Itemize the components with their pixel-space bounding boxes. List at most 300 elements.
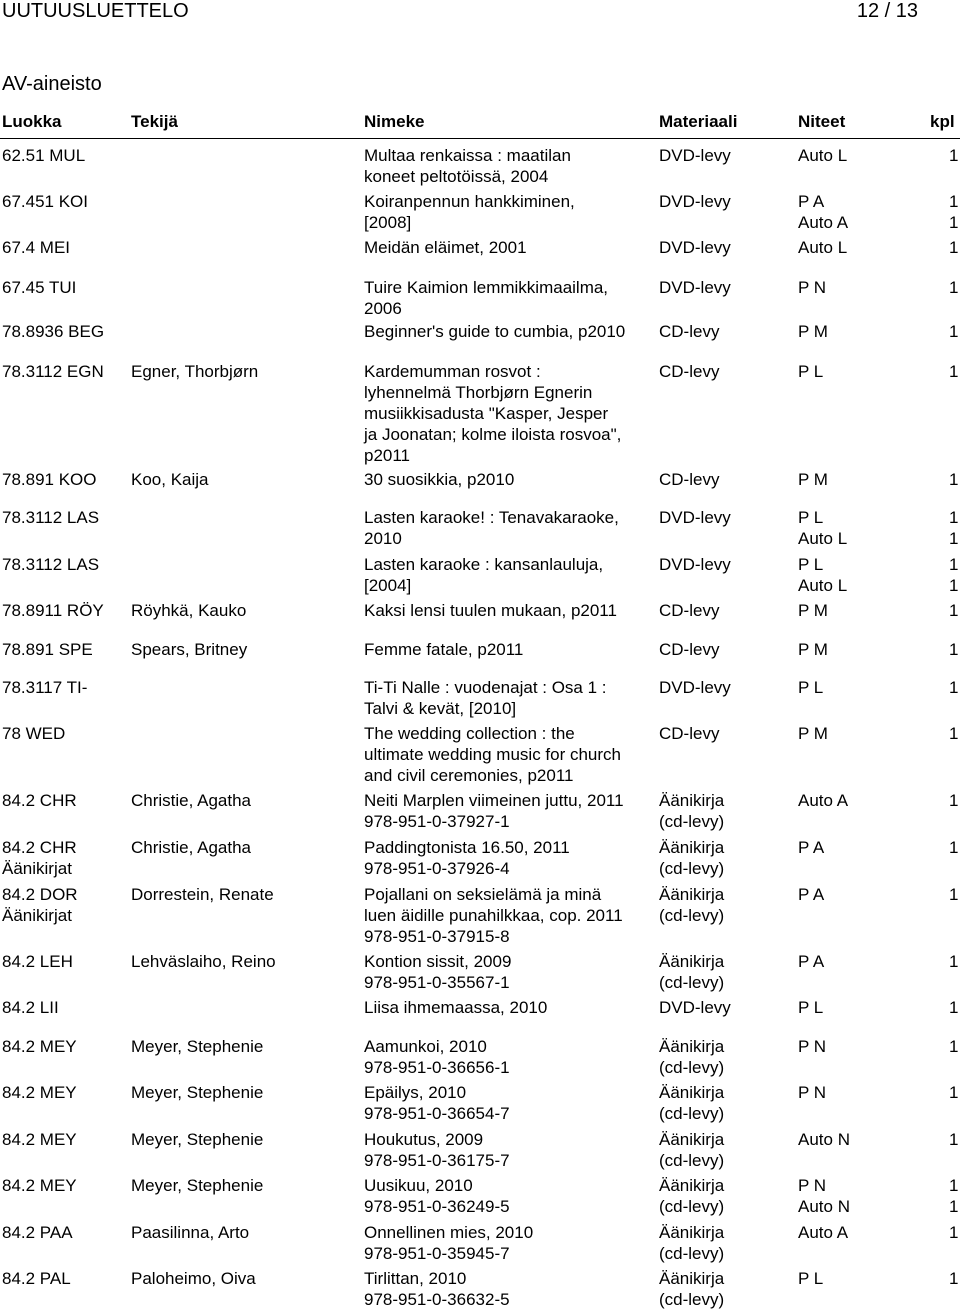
cell-line: Meyer, Stephenie xyxy=(131,1176,264,1195)
cell-line: Uusikuu, 2010 xyxy=(364,1176,473,1195)
cell-line: 1 xyxy=(949,1130,959,1149)
cell-nimeke xyxy=(364,951,511,993)
cell-nimeke xyxy=(364,1129,510,1171)
cell-nit xyxy=(798,677,823,698)
cell-nit xyxy=(798,1222,848,1243)
cell-nit xyxy=(798,951,824,972)
cell-line: Äänikirja xyxy=(659,1176,725,1195)
cell-kpl xyxy=(949,790,958,811)
cell-tekija xyxy=(131,951,276,972)
cell-tekija xyxy=(131,790,251,811)
cell-line: Äänikirja xyxy=(659,1130,725,1149)
cell-nimeke xyxy=(364,790,624,832)
cell-line: 78.891 SPE xyxy=(2,640,93,659)
cell-luokka xyxy=(2,361,104,382)
cell-mat xyxy=(659,507,731,528)
cell-line: Äänikirja xyxy=(659,952,725,971)
cell-nit xyxy=(798,1036,826,1057)
cell-mat xyxy=(659,790,724,832)
cell-nimeke xyxy=(364,884,623,947)
cell-luokka xyxy=(2,1175,77,1196)
cell-line: 1 xyxy=(949,885,959,904)
cell-line: 62.51 MUL xyxy=(2,146,86,165)
cell-line: 84.2 PAA xyxy=(2,1223,73,1242)
cell-line: [2004] xyxy=(364,576,412,595)
cell-line: Tuire Kaimion lemmikkimaailma, xyxy=(364,278,609,297)
cell-line: P L xyxy=(798,362,824,381)
document-title: UUTUUSLUETTELO xyxy=(2,0,189,22)
cell-line: Ti-Ti Nalle : vuodenajat : Osa 1 : xyxy=(364,678,607,697)
cell-line: Aamunkoi, 2010 xyxy=(364,1037,487,1056)
cell-line: 1 xyxy=(949,470,959,489)
cell-kpl xyxy=(949,1222,958,1243)
cell-line: P A xyxy=(798,885,825,904)
cell-line: Meyer, Stephenie xyxy=(131,1083,264,1102)
cell-nimeke xyxy=(364,639,523,660)
cell-line: (cd-levy) xyxy=(659,973,725,992)
cell-tekija xyxy=(131,1036,263,1057)
cell-tekija xyxy=(131,639,247,660)
cell-line: 2006 xyxy=(364,299,402,318)
cell-mat xyxy=(659,145,731,166)
cell-line: P A xyxy=(798,192,825,211)
cell-line: DVD-levy xyxy=(659,508,731,527)
cell-line: Äänikirjat xyxy=(2,859,72,878)
cell-line: 1 xyxy=(949,640,959,659)
cell-line: 1 xyxy=(949,998,959,1017)
cell-line: musiikkisadusta "Kasper, Jesper xyxy=(364,404,609,423)
cell-line: P M xyxy=(798,640,828,659)
cell-luokka xyxy=(2,145,85,166)
cell-nit xyxy=(798,723,828,744)
cell-line: 1 xyxy=(949,952,959,971)
cell-line: 1 xyxy=(949,238,959,257)
cell-line: 978-951-0-36654-7 xyxy=(364,1104,510,1123)
cell-nimeke xyxy=(364,277,608,319)
cell-kpl xyxy=(949,1036,958,1057)
cell-line: DVD-levy xyxy=(659,238,731,257)
cell-line: Äänikirja xyxy=(659,1269,725,1288)
cell-line: 978-951-0-36656-1 xyxy=(364,1058,510,1077)
cell-kpl xyxy=(949,237,958,258)
cell-line: DVD-levy xyxy=(659,192,731,211)
cell-kpl xyxy=(949,321,958,342)
cell-line: P M xyxy=(798,322,828,341)
cell-line: CD-levy xyxy=(659,362,720,381)
column-header-materiaali: Materiaali xyxy=(659,112,738,131)
cell-line: CD-levy xyxy=(659,601,720,620)
cell-line: P L xyxy=(798,555,824,574)
cell-line: Äänikirja xyxy=(659,1223,725,1242)
cell-nit xyxy=(798,191,848,233)
cell-mat xyxy=(659,951,724,993)
cell-nimeke xyxy=(364,723,621,786)
cell-line: DVD-levy xyxy=(659,555,731,574)
cell-line: 1 xyxy=(949,838,959,857)
cell-line: Paddingtonista 16.50, 2011 xyxy=(364,838,570,857)
cell-line: P L xyxy=(798,508,824,527)
column-header-tekija: Tekijä xyxy=(131,112,178,131)
cell-line: Spears, Britney xyxy=(131,640,248,659)
cell-tekija xyxy=(131,600,246,621)
cell-line: 978-951-0-36632-5 xyxy=(364,1290,510,1309)
cell-line: DVD-levy xyxy=(659,278,731,297)
cell-line: 84.2 LEH xyxy=(2,952,73,971)
cell-line: DVD-levy xyxy=(659,678,731,697)
cell-line: Kaksi lensi tuulen mukaan, p2011 xyxy=(364,601,617,620)
cell-line: luen äidille punahilkkaa, cop. 2011 xyxy=(364,906,623,925)
cell-mat xyxy=(659,600,719,621)
cell-nimeke xyxy=(364,321,625,342)
cell-kpl xyxy=(949,600,958,621)
cell-line: 84.2 MEY xyxy=(2,1176,77,1195)
cell-line: Egner, Thorbjørn xyxy=(131,362,259,381)
cell-kpl xyxy=(949,1175,958,1217)
cell-line: Meyer, Stephenie xyxy=(131,1037,264,1056)
cell-nit xyxy=(798,361,823,382)
cell-line: 978-951-0-35567-1 xyxy=(364,973,510,992)
cell-kpl xyxy=(949,507,958,549)
cell-nimeke xyxy=(364,237,527,258)
cell-line: Christie, Agatha xyxy=(131,838,252,857)
cell-line: (cd-levy) xyxy=(659,1104,725,1123)
column-header-luokka: Luokka xyxy=(2,112,62,131)
cell-luokka xyxy=(2,1129,77,1150)
cell-kpl xyxy=(949,997,958,1018)
cell-kpl xyxy=(949,884,958,905)
cell-line: Lasten karaoke! : Tenavakaraoke, xyxy=(364,508,619,527)
cell-line: 78.8936 BEG xyxy=(2,322,105,341)
cell-line: Lasten karaoke : kansanlauluja, xyxy=(364,555,604,574)
cell-line: Femme fatale, p2011 xyxy=(364,640,524,659)
cell-luokka xyxy=(2,790,77,811)
cell-nimeke xyxy=(364,1175,510,1217)
cell-line: Neiti Marplen viimeinen juttu, 2011 xyxy=(364,791,624,810)
cell-nit xyxy=(798,600,828,621)
cell-line: Liisa ihmemaassa, 2010 xyxy=(364,998,548,1017)
cell-line: P N xyxy=(798,1037,827,1056)
cell-kpl xyxy=(949,1082,958,1103)
cell-luokka xyxy=(2,884,78,926)
cell-nit xyxy=(798,554,847,596)
cell-luokka xyxy=(2,321,104,342)
cell-line: Auto N xyxy=(798,1130,850,1149)
cell-mat xyxy=(659,837,724,879)
cell-line: 978-951-0-36175-7 xyxy=(364,1151,510,1170)
cell-line: (cd-levy) xyxy=(659,1244,725,1263)
cell-line: P M xyxy=(798,470,828,489)
cell-line: Auto N xyxy=(798,1197,850,1216)
cell-line: Paasilinna, Arto xyxy=(131,1223,250,1242)
cell-line: Lehväslaiho, Reino xyxy=(131,952,276,971)
cell-nit xyxy=(798,277,826,298)
cell-line: 78.891 KOO xyxy=(2,470,97,489)
cell-nimeke xyxy=(364,469,514,490)
cell-mat xyxy=(659,237,731,258)
cell-nimeke xyxy=(364,600,617,621)
cell-line: (cd-levy) xyxy=(659,1290,725,1309)
cell-mat xyxy=(659,639,719,660)
cell-luokka xyxy=(2,997,59,1018)
cell-luokka xyxy=(2,191,88,212)
cell-line: Onnellinen mies, 2010 xyxy=(364,1223,534,1242)
cell-luokka xyxy=(2,554,99,575)
section-title: AV-aineisto xyxy=(2,73,102,95)
cell-mat xyxy=(659,277,731,298)
cell-line: P M xyxy=(798,601,828,620)
cell-line: 2010 xyxy=(364,529,402,548)
cell-line: DVD-levy xyxy=(659,998,731,1017)
cell-kpl xyxy=(949,554,958,596)
cell-kpl xyxy=(949,837,958,858)
cell-line: and civil ceremonies, p2011 xyxy=(364,766,574,785)
cell-nit xyxy=(798,469,828,490)
cell-line: 84.2 DOR xyxy=(2,885,78,904)
cell-nit xyxy=(798,884,824,905)
cell-line: (cd-levy) xyxy=(659,906,725,925)
cell-luokka xyxy=(2,1268,71,1289)
cell-kpl xyxy=(949,951,958,972)
cell-luokka xyxy=(2,1082,77,1103)
cell-line: (cd-levy) xyxy=(659,1151,725,1170)
cell-nimeke xyxy=(364,1268,510,1310)
cell-line: Auto L xyxy=(798,529,848,548)
cell-line: Auto L xyxy=(798,576,848,595)
cell-nimeke xyxy=(364,361,621,466)
cell-line: 67.4 MEI xyxy=(2,238,71,257)
cell-line: 84.2 MEY xyxy=(2,1083,77,1102)
cell-nit xyxy=(798,237,847,258)
cell-nimeke xyxy=(364,997,547,1018)
cell-nit xyxy=(798,1082,826,1103)
cell-kpl xyxy=(949,1129,958,1150)
cell-luokka xyxy=(2,277,76,298)
cell-tekija xyxy=(131,884,274,905)
cell-line: [2008] xyxy=(364,213,412,232)
cell-nimeke xyxy=(364,1036,510,1078)
cell-line: 78 WED xyxy=(2,724,66,743)
cell-line: 1 xyxy=(949,576,959,595)
cell-line: Pojallani on seksielämä ja minä xyxy=(364,885,602,904)
cell-line: 1 xyxy=(949,362,959,381)
cell-luokka xyxy=(2,507,99,528)
cell-line: P A xyxy=(798,838,825,857)
column-header-niteet: Niteet xyxy=(798,112,846,131)
cell-line: 84.2 MEY xyxy=(2,1130,77,1149)
cell-line: 1 xyxy=(949,1176,959,1195)
cell-line: Äänikirja xyxy=(659,791,725,810)
cell-mat xyxy=(659,469,719,490)
cell-line: 1 xyxy=(949,1083,959,1102)
cell-line: ja Joonatan; kolme iloista rosvoa", xyxy=(364,425,622,444)
cell-luokka xyxy=(2,1036,77,1057)
cell-line: 78.3112 EGN xyxy=(2,362,104,381)
cell-line: 978-951-0-36249-5 xyxy=(364,1197,510,1216)
cell-line: Kardemumman rosvot : xyxy=(364,362,541,381)
cell-line: 1 xyxy=(949,1037,959,1056)
cell-line: 78.8911 RÖY xyxy=(2,601,104,620)
cell-line: Äänikirja xyxy=(659,1083,725,1102)
cell-line: Meidän eläimet, 2001 xyxy=(364,238,527,257)
cell-line: Houkutus, 2009 xyxy=(364,1130,484,1149)
cell-line: Talvi & kevät, [2010] xyxy=(364,699,517,718)
cell-line: Beginner's guide to cumbia, p2010 xyxy=(364,322,626,341)
cell-line: 84.2 PAL xyxy=(2,1269,71,1288)
cell-line: P L xyxy=(798,998,824,1017)
cell-line: (cd-levy) xyxy=(659,1058,725,1077)
cell-line: Tirlittan, 2010 xyxy=(364,1269,467,1288)
cell-line: Röyhkä, Kauko xyxy=(131,601,247,620)
cell-line: 978-951-0-37927-1 xyxy=(364,812,510,831)
cell-tekija xyxy=(131,1268,256,1289)
cell-kpl xyxy=(949,277,958,298)
cell-line: Äänikirja xyxy=(659,1037,725,1056)
cell-line: CD-levy xyxy=(659,724,720,743)
cell-line: P N xyxy=(798,1083,827,1102)
cell-line: 1 xyxy=(949,555,959,574)
cell-tekija xyxy=(131,361,258,382)
cell-mat xyxy=(659,1129,724,1171)
cell-luokka xyxy=(2,600,104,621)
cell-nit xyxy=(798,145,847,166)
cell-tekija xyxy=(131,1175,263,1196)
cell-nimeke xyxy=(364,1082,510,1124)
cell-nimeke xyxy=(364,507,619,549)
cell-line: 84.2 CHR xyxy=(2,838,77,857)
cell-kpl xyxy=(949,145,958,166)
cell-line: 78.3117 TI- xyxy=(2,678,88,697)
cell-tekija xyxy=(131,469,209,490)
cell-mat xyxy=(659,554,731,575)
cell-kpl xyxy=(949,677,958,698)
cell-mat xyxy=(659,361,719,382)
cell-line: 1 xyxy=(949,322,959,341)
cell-tekija xyxy=(131,837,251,858)
cell-line: lyhennelmä Thorbjørn Egnerin xyxy=(364,383,593,402)
cell-line: Äänikirja xyxy=(659,838,725,857)
cell-luokka xyxy=(2,1222,73,1243)
cell-nit xyxy=(798,1268,823,1289)
cell-kpl xyxy=(949,361,958,382)
cell-nimeke xyxy=(364,145,571,187)
cell-luokka xyxy=(2,723,65,744)
cell-mat xyxy=(659,1036,724,1078)
cell-line: P L xyxy=(798,1269,824,1288)
cell-kpl xyxy=(949,723,958,744)
cell-kpl xyxy=(949,1268,958,1289)
cell-nit xyxy=(798,321,828,342)
cell-line: P M xyxy=(798,724,828,743)
cell-mat xyxy=(659,677,731,698)
cell-mat xyxy=(659,997,731,1018)
cell-line: P N xyxy=(798,1176,827,1195)
cell-line: (cd-levy) xyxy=(659,812,725,831)
cell-line: 84.2 LII xyxy=(2,998,59,1017)
cell-line: 1 xyxy=(949,1269,959,1288)
cell-nimeke xyxy=(364,554,603,596)
cell-line: 1 xyxy=(949,508,959,527)
cell-line: 1 xyxy=(949,678,959,697)
cell-line: CD-levy xyxy=(659,322,720,341)
cell-line: 1 xyxy=(949,601,959,620)
cell-mat xyxy=(659,723,719,744)
cell-luokka xyxy=(2,237,70,258)
cell-line: 78.3112 LAS xyxy=(2,555,100,574)
cell-line: 67.45 TUI xyxy=(2,278,77,297)
cell-line: Meyer, Stephenie xyxy=(131,1130,264,1149)
cell-line: Koiranpennun hankkiminen, xyxy=(364,192,575,211)
cell-line: Auto L xyxy=(798,146,848,165)
cell-nit xyxy=(798,1129,850,1150)
cell-nit xyxy=(798,507,847,549)
cell-luokka xyxy=(2,951,73,972)
cell-line: Christie, Agatha xyxy=(131,791,252,810)
cell-line: DVD-levy xyxy=(659,146,731,165)
page-indicator: 12 / 13 xyxy=(856,0,918,22)
cell-line: CD-levy xyxy=(659,640,720,659)
cell-luokka xyxy=(2,837,77,879)
cell-kpl xyxy=(949,469,958,490)
cell-line: 67.451 KOI xyxy=(2,192,89,211)
cell-line: CD-levy xyxy=(659,470,720,489)
cell-line: Äänikirja xyxy=(659,885,725,904)
cell-nit xyxy=(798,790,848,811)
cell-line: (cd-levy) xyxy=(659,859,725,878)
cell-mat xyxy=(659,1222,724,1264)
cell-line: 1 xyxy=(949,724,959,743)
cell-line: 84.2 CHR xyxy=(2,791,77,810)
cell-line: 978-951-0-35945-7 xyxy=(364,1244,510,1263)
cell-line: 1 xyxy=(949,146,959,165)
cell-line: Äänikirjat xyxy=(2,906,72,925)
cell-nimeke xyxy=(364,837,570,879)
cell-line: Dorrestein, Renate xyxy=(131,885,274,904)
cell-luokka xyxy=(2,677,87,698)
cell-line: 978-951-0-37915-8 xyxy=(364,927,510,946)
cell-nit xyxy=(798,837,824,858)
cell-line: P L xyxy=(798,678,824,697)
cell-line: Auto A xyxy=(798,791,849,810)
cell-line: Epäilys, 2010 xyxy=(364,1083,467,1102)
cell-line: Kontion sissit, 2009 xyxy=(364,952,512,971)
cell-mat xyxy=(659,191,731,212)
cell-line: P N xyxy=(798,278,827,297)
cell-line: 1 xyxy=(949,1223,959,1242)
cell-line: The wedding collection : the xyxy=(364,724,575,743)
cell-line: Paloheimo, Oiva xyxy=(131,1269,256,1288)
cell-nit xyxy=(798,1175,850,1217)
cell-line: 1 xyxy=(949,213,959,232)
cell-tekija xyxy=(131,1222,249,1243)
cell-luokka xyxy=(2,639,93,660)
cell-line: koneet peltotöissä, 2004 xyxy=(364,167,549,186)
cell-mat xyxy=(659,884,724,926)
column-header-nimeke: Nimeke xyxy=(364,112,425,131)
column-header-kpl: kpl xyxy=(930,112,955,131)
cell-line: P A xyxy=(798,952,825,971)
cell-kpl xyxy=(949,639,958,660)
cell-mat xyxy=(659,321,719,342)
cell-mat xyxy=(659,1268,724,1310)
cell-line: p2011 xyxy=(364,446,411,465)
cell-line: Koo, Kaija xyxy=(131,470,209,489)
cell-line: Auto A xyxy=(798,213,849,232)
cell-line: 1 xyxy=(949,1197,959,1216)
cell-line: 84.2 MEY xyxy=(2,1037,77,1056)
cell-tekija xyxy=(131,1129,263,1150)
cell-line: 1 xyxy=(949,529,959,548)
cell-line: Auto L xyxy=(798,238,848,257)
